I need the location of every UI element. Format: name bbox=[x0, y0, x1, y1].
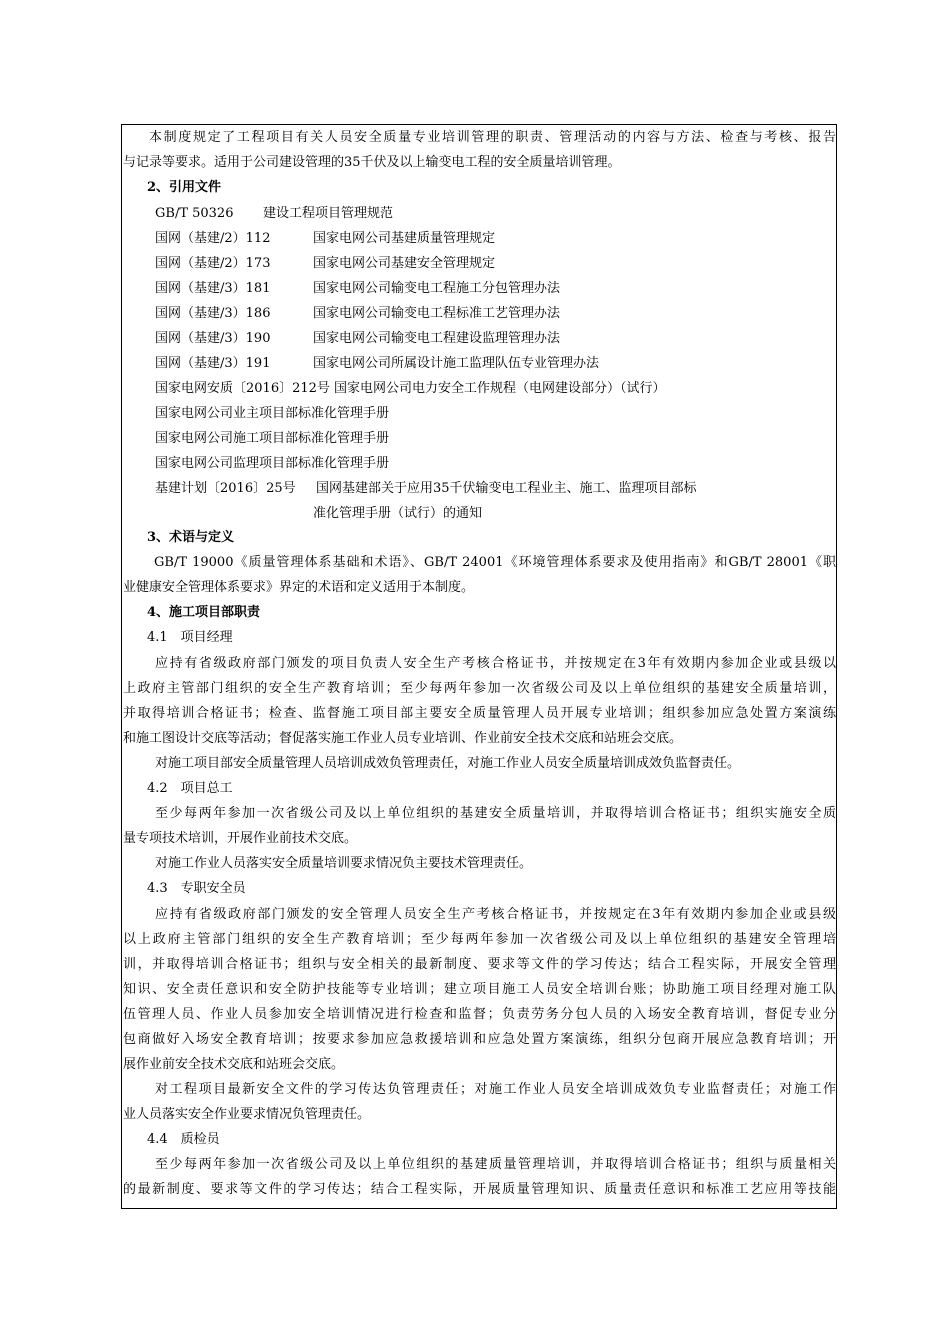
paragraph-line: 量专项技术培训，开展作业前技术交底。 bbox=[123, 831, 358, 846]
ref-line: 国家电网公司施工项目部标准化管理手册 bbox=[155, 431, 390, 446]
subheading-quality-inspector: 4.4 质检员 bbox=[147, 1132, 220, 1147]
paragraph-line: 上政府主管部门组织的安全生产教育培训；至少每两年参加一次省级公司及以上单位组织的基建安全质量培训， bbox=[123, 681, 836, 696]
ref-title: 国家电网公司所属设计施工监理队伍专业管理办法 bbox=[313, 356, 600, 371]
ref-title: 国家电网公司基建质量管理规定 bbox=[313, 231, 496, 246]
paragraph-line: 和施工图设计交底等活动；督促落实施工作业人员专业培训、作业前安全技术交底和站班会交底。 bbox=[123, 731, 683, 746]
heading-terms: 3、术语与定义 bbox=[147, 530, 235, 545]
paragraph-line: 至少每两年参加一次省级公司及以上单位组织的基建质量管理培训，并取得培训合格证书；组织与质量相关 bbox=[155, 1157, 836, 1172]
ref-code: 国网（基建/2）173 bbox=[155, 256, 271, 271]
scope-line-2: 与记录等要求。适用于公司建设管理的35千伏及以上输变电工程的安全质量培训管理。 bbox=[123, 155, 621, 170]
heading-duties: 4、施工项目部职责 bbox=[147, 605, 261, 620]
paragraph-line: 展作业前安全技术交底和站班会交底。 bbox=[123, 1057, 345, 1072]
terms-line-1: GB/T 19000《质量管理体系基础和术语》、GB/T 24001《环境管理体系要求及使用指南》和GB/T 28001《职 bbox=[154, 555, 836, 570]
ref-line: 国家电网公司监理项目部标准化管理手册 bbox=[155, 456, 390, 471]
paragraph-line: 训，并取得培训合格证书；组织与安全相关的最新制度、要求等文件的学习传达；结合工程实际，开展安全管理 bbox=[123, 957, 836, 972]
paragraph-line: 并取得培训合格证书；检查、监督施工项目部主要安全质量管理人员开展专业培训；组织参加应急处置方案演练 bbox=[123, 706, 836, 721]
paragraph-line: 对工程项目最新安全文件的学习传达负管理责任；对施工作业人员安全培训成效负专业监督责任；对施工作 bbox=[155, 1082, 836, 1097]
subheading-safety-officer: 4.3 专职安全员 bbox=[147, 881, 246, 896]
ref-title: 国网基建部关于应用35千伏输变电工程业主、施工、监理项目部标 bbox=[316, 481, 697, 496]
paragraph-line: 知识、安全责任意识和安全防护技能等专业培训；建立项目施工人员安全培训台账；协助施工项目经理对施工队 bbox=[123, 982, 836, 997]
paragraph-line: 对施工作业人员落实安全质量培训要求情况负主要技术管理责任。 bbox=[155, 856, 533, 871]
ref-title: 国家电网公司输变电工程施工分包管理办法 bbox=[313, 281, 561, 296]
ref-title: 国家电网公司基建安全管理规定 bbox=[313, 256, 496, 271]
subheading-chief-engineer: 4.2 项目总工 bbox=[147, 781, 233, 796]
paragraph-line: 应持有省级政府部门颁发的安全管理人员安全生产考核合格证书，并按规定在3年有效期内参加企业或县级 bbox=[155, 907, 836, 922]
ref-code: GB/T 50326 bbox=[155, 206, 234, 221]
ref-title: 建设工程项目管理规范 bbox=[263, 206, 394, 221]
ref-line: 国家电网安质〔2016〕212号 国家电网公司电力安全工作规程（电网建设部分）（试行） bbox=[155, 381, 666, 396]
terms-line-2: 业健康安全管理体系要求》界定的术语和定义适用于本制度。 bbox=[123, 580, 475, 595]
paragraph-line: 应持有省级政府部门颁发的项目负责人安全生产考核合格证书，并按规定在3年有效期内参加企业或县级以 bbox=[155, 656, 836, 671]
paragraph-line: 对施工项目部安全质量管理人员培训成效负管理责任，对施工作业人员安全质量培训成效负监督责任。 bbox=[155, 756, 741, 771]
ref-line: 国家电网公司业主项目部标准化管理手册 bbox=[155, 406, 390, 421]
heading-references: 2、引用文件 bbox=[147, 180, 222, 195]
ref-code: 国网（基建/3）186 bbox=[155, 306, 271, 321]
subheading-project-manager: 4.1 项目经理 bbox=[147, 630, 233, 645]
paragraph-line: 以上政府主管部门组织的安全生产教育培训；至少每两年参加一次省级公司及以上单位组织的基建安全管理培 bbox=[123, 932, 836, 947]
ref-code: 基建计划〔2016〕25号 bbox=[155, 481, 296, 496]
ref-title: 国家电网公司输变电工程标准工艺管理办法 bbox=[313, 306, 561, 321]
paragraph-line: 业人员落实安全作业要求情况负管理责任。 bbox=[123, 1107, 371, 1122]
ref-code: 国网（基建/3）181 bbox=[155, 281, 271, 296]
scope-line-1: 本制度规定了工程项目有关人员安全质量专业培训管理的职责、管理活动的内容与方法、检查与考核、报告 bbox=[149, 130, 836, 145]
paragraph-line: 的最新制度、要求等文件的学习传达；结合工程实际，开展质量管理知识、质量责任意识和标准工艺应用等技能 bbox=[123, 1182, 836, 1197]
paragraph-line: 包商做好入场安全教育培训；按要求参加应急救援培训和应急处置方案演练，组织分包商开展应急教育培训；开 bbox=[123, 1032, 836, 1047]
paragraph-line: 至少每两年参加一次省级公司及以上单位组织的基建安全质量培训，并取得培训合格证书；组织实施安全质 bbox=[155, 806, 836, 821]
ref-title-continued: 准化管理手册（试行）的通知 bbox=[313, 506, 483, 521]
ref-title: 国家电网公司输变电工程建设监理管理办法 bbox=[313, 331, 561, 346]
ref-code: 国网（基建/3）190 bbox=[155, 331, 271, 346]
paragraph-line: 伍管理人员、作业人员参加安全培训情况进行检查和监督；负责劳务分包人员的入场安全教育培训，督促专业分 bbox=[123, 1007, 836, 1022]
ref-code: 国网（基建/3）191 bbox=[155, 356, 271, 371]
ref-code: 国网（基建/2）112 bbox=[155, 231, 271, 246]
